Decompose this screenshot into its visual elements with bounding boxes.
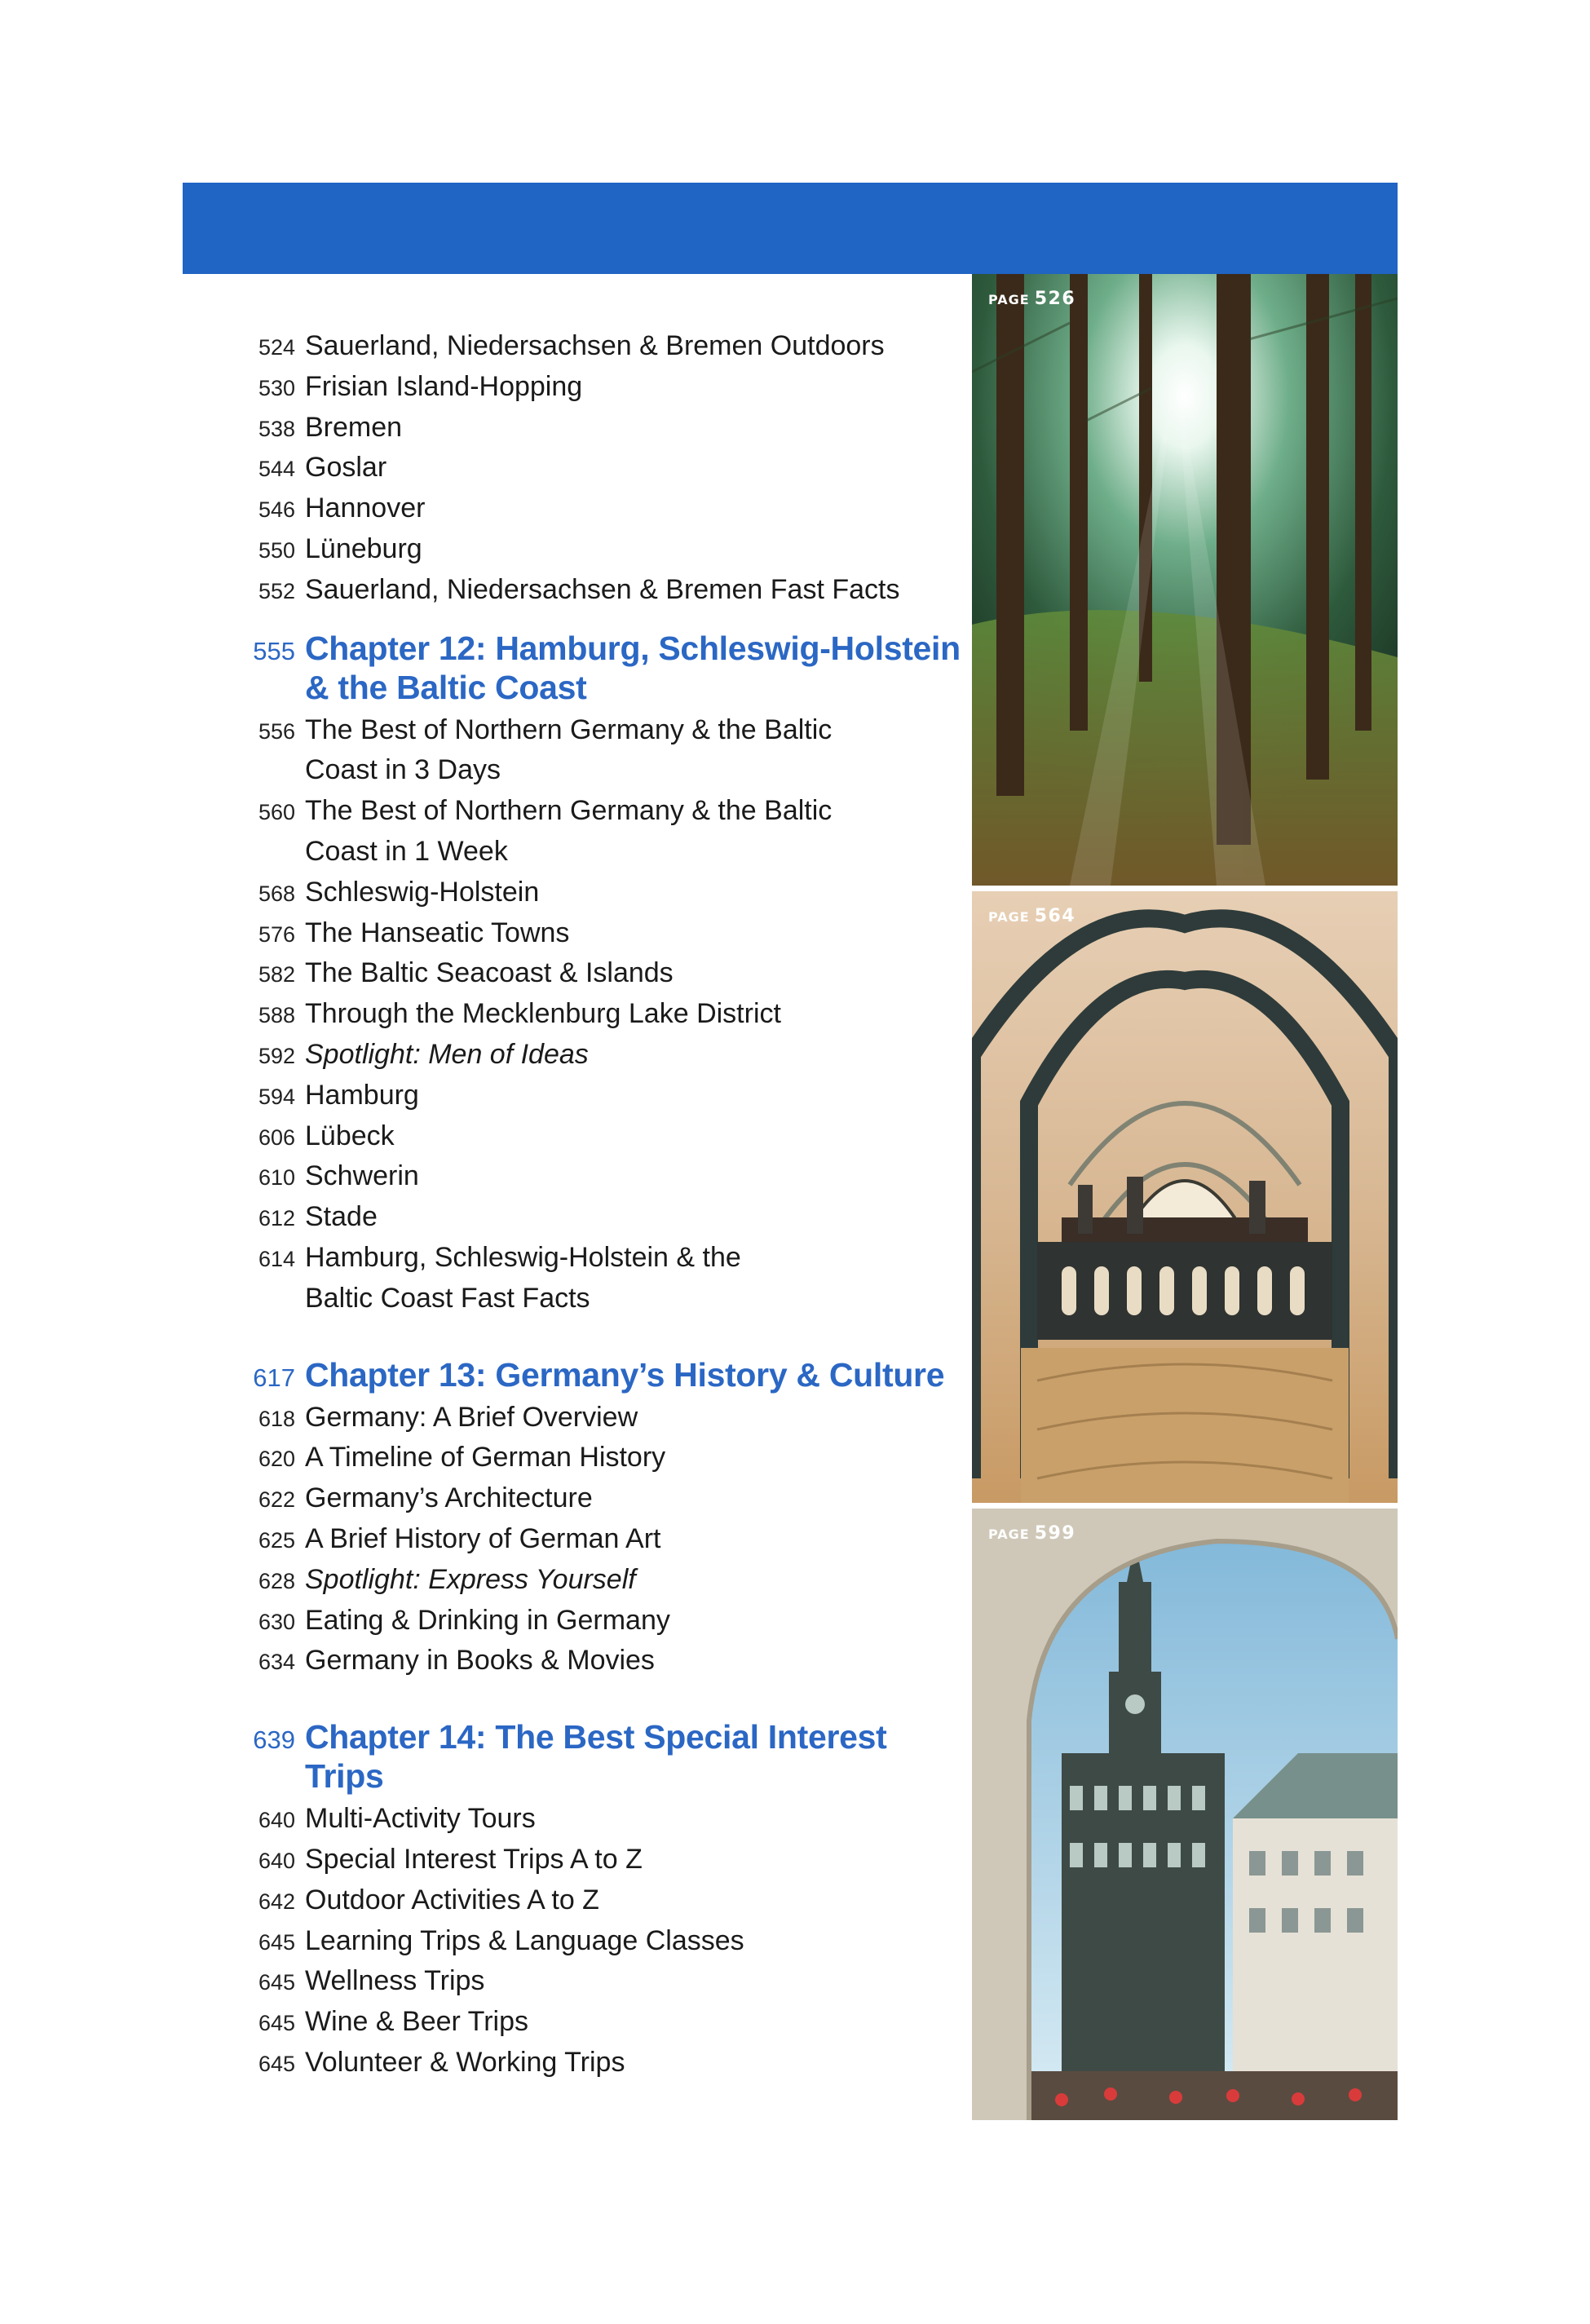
toc-entry[interactable] xyxy=(245,1197,962,1238)
toc-page-number: 630 xyxy=(258,1609,295,1634)
toc-title: A Timeline of German History xyxy=(305,1442,666,1473)
chapter-page-number: 555 xyxy=(253,636,295,665)
page-word: PAGE xyxy=(988,909,1030,925)
toc-entry[interactable] xyxy=(245,1156,962,1197)
page-reference-label xyxy=(988,289,1075,309)
toc-page-number: 552 xyxy=(258,578,295,603)
photo-page-number: 599 xyxy=(1034,1523,1076,1544)
toc-entry[interactable] xyxy=(245,791,962,873)
chapter-title: Chapter 14: The Best Special Interest Trips xyxy=(305,1718,887,1796)
toc-page-number: 640 xyxy=(258,1808,295,1833)
toc-entry[interactable] xyxy=(245,1398,962,1438)
toc-title: Sauerland, Niedersachsen & Bremen Fast Facts xyxy=(305,573,900,605)
gothic-hall-photo xyxy=(972,891,1398,1503)
toc-title: Hamburg, Schleswig-Holstein & the Baltic Coast Fast Facts xyxy=(305,1241,741,1314)
toc-page-number: 645 xyxy=(258,2011,295,2036)
toc-title: Lüneburg xyxy=(305,532,422,564)
chapter-page-number: 639 xyxy=(253,1725,295,1755)
toc-page-number: 594 xyxy=(258,1084,295,1109)
toc-page-number: 640 xyxy=(258,1848,295,1873)
table-of-contents xyxy=(245,326,962,2083)
toc-entry[interactable] xyxy=(245,570,962,611)
toc-title: Outdoor Activities A to Z xyxy=(305,1884,599,1915)
toc-page-number: 606 xyxy=(258,1124,295,1150)
chapter-heading-12[interactable] xyxy=(245,629,962,707)
toc-page-number: 614 xyxy=(258,1246,295,1271)
toc-title: Schwerin xyxy=(305,1160,419,1192)
toc-title: Germany’s Architecture xyxy=(305,1482,593,1514)
toc-title: The Best of Northern Germany & the Baltic Coast in 1 Week xyxy=(305,795,833,867)
toc-page-number: 618 xyxy=(258,1406,295,1431)
toc-title: Hamburg xyxy=(305,1079,419,1111)
toc-title: Eating & Drinking in Germany xyxy=(305,1604,670,1636)
photo-page-number: 526 xyxy=(1034,289,1076,309)
toc-page-number: 588 xyxy=(258,1003,295,1028)
toc-page-number: 550 xyxy=(258,537,295,563)
toc-entry[interactable] xyxy=(245,367,962,408)
toc-title: Germany in Books & Movies xyxy=(305,1645,655,1677)
toc-page-number: 628 xyxy=(258,1568,295,1593)
toc-title: Wine & Beer Trips xyxy=(305,2006,528,2038)
toc-page-number: 524 xyxy=(258,335,295,360)
toc-title: Lübeck xyxy=(305,1120,395,1151)
toc-entry[interactable] xyxy=(245,1519,962,1560)
page-word: PAGE xyxy=(988,1527,1030,1542)
toc-entry[interactable] xyxy=(245,994,962,1035)
chapter-title: Chapter 12: Hamburg, Schleswig-Holstein & the Baltic Coast xyxy=(305,629,961,706)
forest-illustration xyxy=(972,274,1398,886)
toc-page-number: 592 xyxy=(258,1043,295,1068)
toc-page-number: 645 xyxy=(258,1929,295,1955)
toc-entry[interactable] xyxy=(245,1840,962,1880)
toc-title: Stade xyxy=(305,1201,378,1233)
toc-entry[interactable] xyxy=(245,1921,962,1962)
toc-entry[interactable] xyxy=(245,408,962,448)
toc-entry[interactable] xyxy=(245,1076,962,1116)
toc-entry[interactable] xyxy=(245,488,962,529)
toc-entry[interactable] xyxy=(245,1880,962,1921)
toc-page-number: 634 xyxy=(258,1650,295,1675)
toc-title: Goslar xyxy=(305,452,387,484)
toc-title: The Baltic Seacoast & Islands xyxy=(305,957,674,989)
toc-page-number: 560 xyxy=(258,800,295,825)
toc-page-number: 610 xyxy=(258,1165,295,1191)
hall-illustration xyxy=(972,891,1398,1503)
toc-entry[interactable] xyxy=(245,326,962,367)
toc-entry[interactable] xyxy=(245,1238,962,1319)
toc-entry[interactable] xyxy=(245,1560,962,1601)
toc-title: Hannover xyxy=(305,493,426,524)
toc-entry[interactable] xyxy=(245,1478,962,1519)
toc-entry[interactable] xyxy=(245,953,962,994)
toc-page-number: 642 xyxy=(258,1889,295,1914)
photo-column xyxy=(972,274,1398,2120)
forest-photo xyxy=(972,274,1398,886)
toc-title: Spotlight: Men of Ideas xyxy=(305,1038,589,1070)
toc-page-number: 568 xyxy=(258,881,295,906)
toc-title: Germany: A Brief Overview xyxy=(305,1401,638,1433)
toc-title: Frisian Island-Hopping xyxy=(305,370,583,402)
toc-page-number: 645 xyxy=(258,2051,295,2076)
toc-page-number: 538 xyxy=(258,416,295,441)
toc-title: Multi-Activity Tours xyxy=(305,1803,536,1835)
toc-title: A Brief History of German Art xyxy=(305,1522,661,1554)
town-hall-illustration xyxy=(972,1509,1398,2120)
toc-page-number: 622 xyxy=(258,1487,295,1513)
chapter-heading-14[interactable] xyxy=(245,1717,962,1796)
toc-title: Special Interest Trips A to Z xyxy=(305,1843,643,1875)
toc-entry[interactable] xyxy=(245,2002,962,2043)
toc-page-number: 546 xyxy=(258,497,295,523)
toc-entry[interactable] xyxy=(245,448,962,488)
toc-entry[interactable] xyxy=(245,1601,962,1641)
photo-page-number: 564 xyxy=(1034,906,1076,926)
toc-entry[interactable] xyxy=(245,873,962,913)
page-reference-label xyxy=(988,1523,1075,1544)
toc-entry[interactable] xyxy=(245,529,962,570)
page-word: PAGE xyxy=(988,292,1030,307)
toc-title: Schleswig-Holstein xyxy=(305,876,540,908)
toc-entry[interactable] xyxy=(245,1116,962,1157)
town-hall-photo xyxy=(972,1509,1398,2120)
toc-page-number: 612 xyxy=(258,1206,295,1231)
toc-title: Through the Mecklenburg Lake District xyxy=(305,998,781,1030)
toc-title: The Best of Northern Germany & the Baltic Coast in 3 Days xyxy=(305,714,833,786)
toc-title: Bremen xyxy=(305,411,403,443)
toc-page-number: 620 xyxy=(258,1447,295,1472)
toc-entry[interactable] xyxy=(245,710,962,792)
toc-entry[interactable] xyxy=(245,1438,962,1478)
toc-title: Spotlight: Express Yourself xyxy=(305,1563,636,1595)
toc-page-number: 576 xyxy=(258,921,295,947)
chapter-title: Chapter 13: Germany’s History & Culture xyxy=(305,1355,945,1394)
toc-title: Learning Trips & Language Classes xyxy=(305,1924,744,1956)
page-reference-label xyxy=(988,906,1075,926)
toc-title: The Hanseatic Towns xyxy=(305,917,570,948)
toc-page-number: 625 xyxy=(258,1527,295,1553)
toc-page-number: 582 xyxy=(258,962,295,987)
toc-entry[interactable] xyxy=(245,1961,962,2002)
toc-entry[interactable] xyxy=(245,913,962,954)
toc-page-number: 556 xyxy=(258,718,295,744)
toc-entry[interactable] xyxy=(245,1799,962,1840)
toc-title: Volunteer & Working Trips xyxy=(305,2046,625,2078)
toc-page-number: 544 xyxy=(258,457,295,482)
toc-entry[interactable] xyxy=(245,1035,962,1076)
toc-page-number: 530 xyxy=(258,375,295,400)
toc-title: Wellness Trips xyxy=(305,1965,485,1997)
toc-title: Sauerland, Niedersachsen & Bremen Outdoors xyxy=(305,330,885,361)
chapter-heading-13[interactable] xyxy=(245,1355,962,1394)
toc-entry[interactable] xyxy=(245,2043,962,2083)
toc-entry[interactable] xyxy=(245,1641,962,1681)
header-band xyxy=(183,183,1398,274)
chapter-page-number: 617 xyxy=(253,1363,295,1392)
toc-page-number: 645 xyxy=(258,1970,295,1995)
